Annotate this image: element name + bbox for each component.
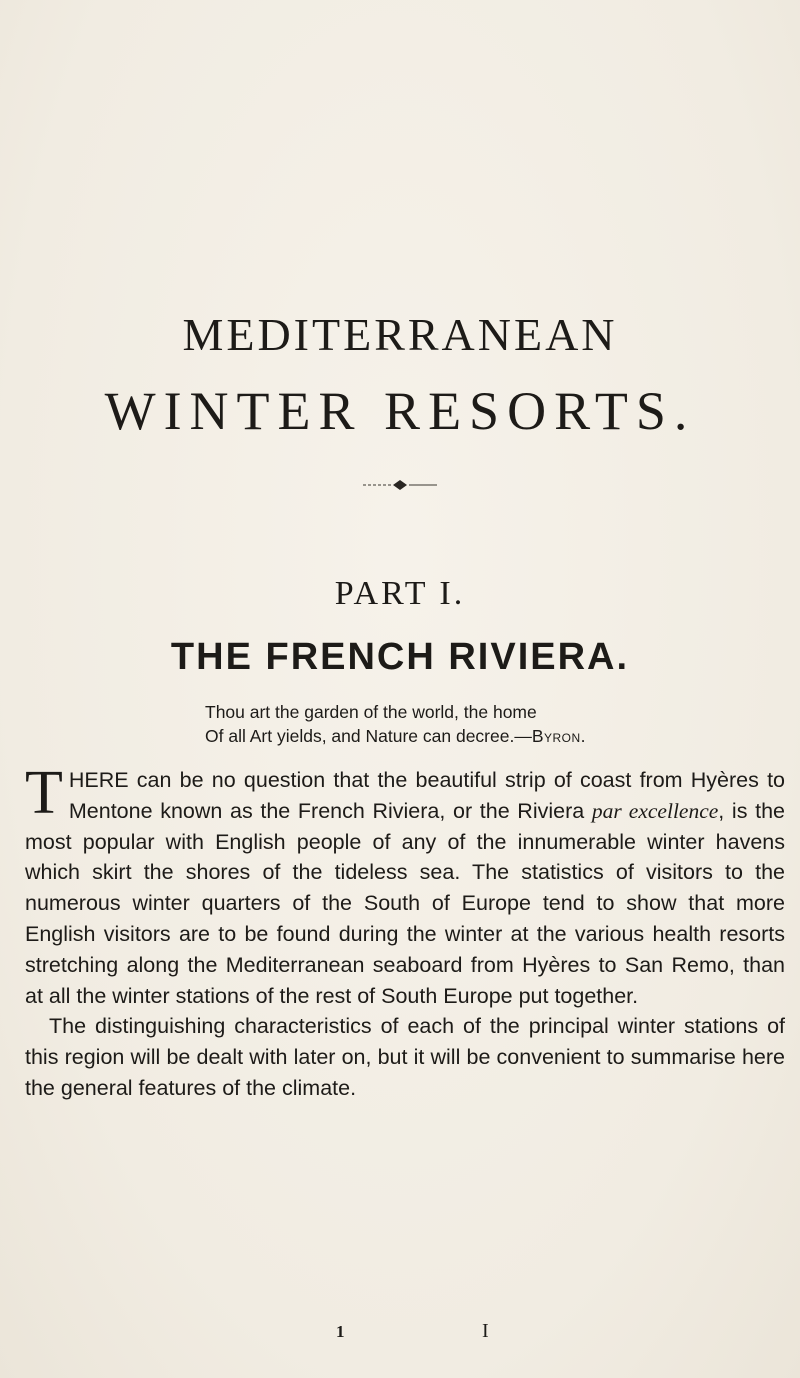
paragraph-1 xyxy=(25,759,785,1011)
epigraph xyxy=(205,700,765,748)
epigraph-line-2 xyxy=(205,724,765,748)
title-line-2: WINTER RESORTS. xyxy=(104,381,696,441)
signature-mark: 1 xyxy=(336,1322,345,1341)
epigraph-line-2-text: Of all Art yields, and Nature can decree.— xyxy=(205,726,532,746)
epigraph-author: Byron. xyxy=(531,726,587,746)
paragraph-2: The distinguishing characteristics of each of the principal winter stations of this region will be dealt with later on, but it will be convenient to summarise here the general features of the climate. xyxy=(25,1014,785,1100)
section-title: THE FRENCH RIVIERA. xyxy=(170,636,630,678)
divider-ornament xyxy=(0,478,800,497)
paragraph-1-text-b: , is the most popular with English people of any of the innumerable winter havens which skirt the shores of the tideless sea. The statistics of visitors to the numerous winter quarters of the South of Europe tend to show that more English visitors are to be found during the winter at the various health resorts stretching along the Mediterranean seaboard from Hyères to San Remo, than at all the winter stations of the rest of South Europe put together. xyxy=(25,798,785,1008)
drop-cap: T xyxy=(25,759,63,827)
epigraph-line-1: Thou art the garden of the world, the home xyxy=(205,702,537,722)
paragraph-1-text-a: HERE can be no question that the beautiful strip of coast from Hyères to Mentone known as the French Riviera, or the Riviera xyxy=(68,768,785,823)
page-number: I xyxy=(482,1320,489,1342)
paragraph-1-italic: par excellence xyxy=(591,798,719,823)
body-text xyxy=(25,759,785,1104)
diamond-rule-ornament-icon xyxy=(355,478,445,492)
title-line-1: MEDITERRANEAN xyxy=(182,309,618,360)
part-heading: PART I. xyxy=(334,575,466,612)
